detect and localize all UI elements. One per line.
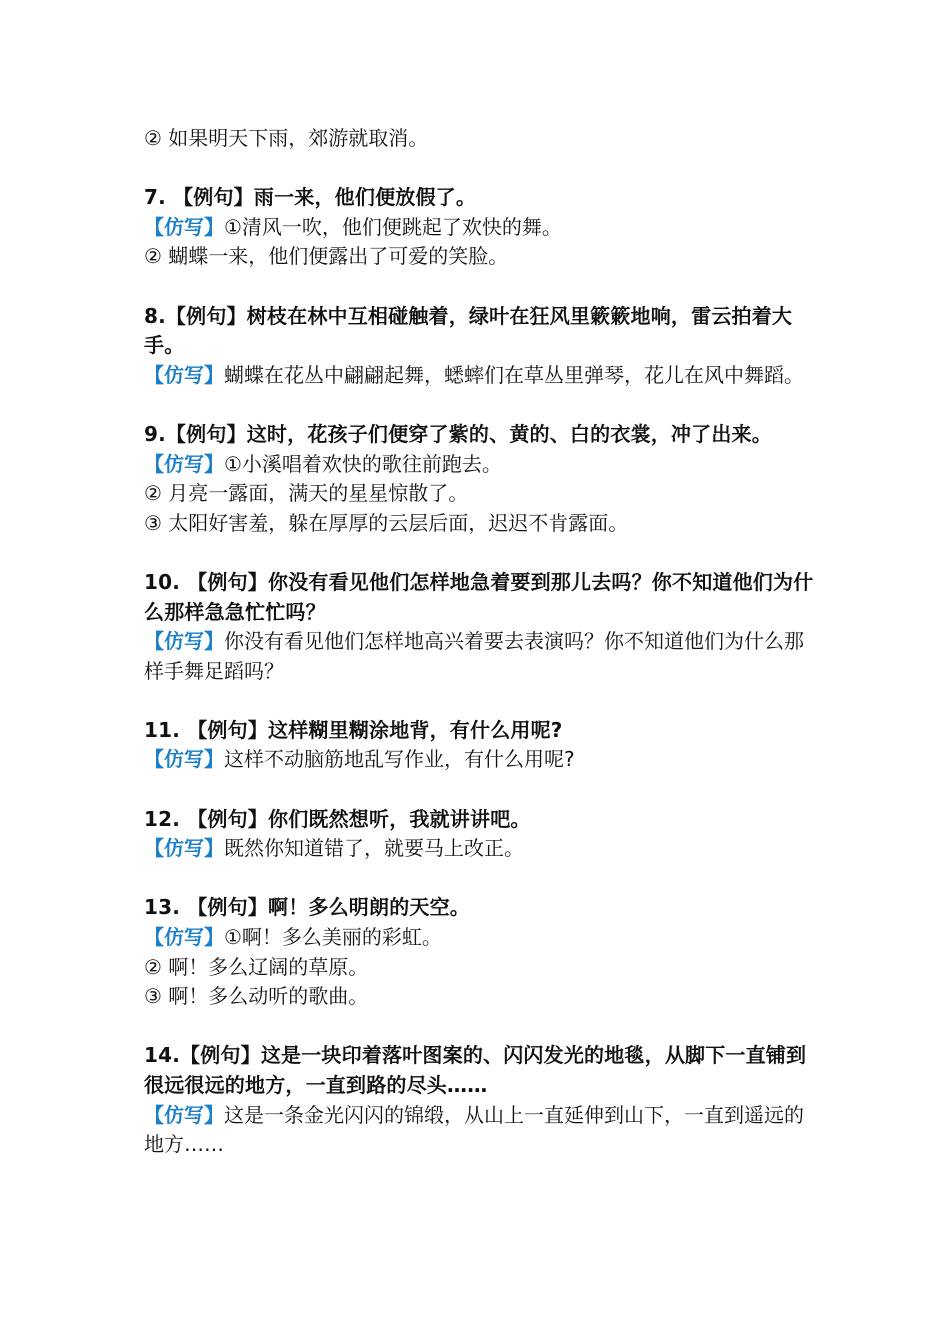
block-6-continued	[144, 124, 814, 154]
block-14	[144, 1041, 814, 1159]
imitation-text: ③ 太阳好害羞，躲在厚厚的云层后面，迟迟不肯露面。	[144, 510, 629, 535]
block-9	[144, 420, 814, 538]
block-12	[144, 805, 814, 864]
example-sentence: 14.【例句】这是一块印着落叶图案的、闪闪发光的地毯，从脚下一直铺到很远很远的地方，一直到路的尽头……	[144, 1043, 807, 1097]
imitation-line	[144, 450, 814, 480]
imitation-text: ①啊！多么美丽的彩虹。	[224, 925, 442, 950]
imitation-tag: 【仿写】	[144, 836, 224, 861]
document-page	[144, 124, 814, 1160]
block-7	[144, 183, 814, 272]
imitation-line	[144, 124, 814, 154]
imitation-line	[144, 1101, 814, 1160]
imitation-tag: 【仿写】	[144, 362, 224, 387]
imitation-text: ② 啊！多么辽阔的草原。	[144, 954, 369, 979]
imitation-text: ② 蝴蝶一来，他们便露出了可爱的笑脸。	[144, 244, 509, 269]
imitation-text: ② 月亮一露面，满天的星星惊散了。	[144, 481, 469, 506]
example-sentence: 13. 【例句】啊！多么明朗的天空。	[144, 895, 470, 920]
block-13	[144, 893, 814, 1011]
imitation-text: 蝴蝶在花丛中翩翩起舞，蟋蟀们在草丛里弹琴，花儿在风中舞蹈。	[224, 362, 804, 387]
imitation-text: ③ 啊！多么动听的歌曲。	[144, 984, 369, 1009]
example-sentence: 9.【例句】这时，花孩子们便穿了紫的、黄的、白的衣裳，冲了出来。	[144, 421, 772, 446]
example-sentence: 11. 【例句】这样糊里糊涂地背，有什么用呢?	[144, 717, 563, 742]
imitation-text: 既然你知道错了，就要马上改正。	[224, 836, 524, 861]
imitation-line	[144, 509, 814, 539]
imitation-text: ①小溪唱着欢快的歌往前跑去。	[224, 451, 502, 476]
example-sentence: 7. 【例句】雨一来，他们便放假了。	[144, 185, 477, 210]
imitation-tag: 【仿写】	[144, 747, 224, 772]
imitation-text: ①清风一吹，他们便跳起了欢快的舞。	[224, 214, 562, 239]
imitation-line	[144, 242, 814, 272]
imitation-line	[144, 213, 814, 243]
imitation-text: 这是一条金光闪闪的锦缎，从山上一直延伸到山下，一直到遥远的地方……	[144, 1102, 804, 1157]
imitation-tag: 【仿写】	[144, 214, 224, 239]
imitation-line	[144, 953, 814, 983]
imitation-text: ② 如果明天下雨，郊游就取消。	[144, 126, 429, 150]
example-sentence: 10. 【例句】你没有看见他们怎样地急着要到那儿去吗？你不知道他们为什么那样急急忙忙吗？	[144, 569, 814, 624]
imitation-tag: 【仿写】	[144, 451, 224, 476]
imitation-line	[144, 834, 814, 864]
imitation-line	[144, 923, 814, 953]
imitation-text: 你没有看见他们怎样地高兴着要去表演吗？你不知道他们为什么那样手舞足蹈吗？	[144, 629, 804, 683]
imitation-line	[144, 982, 814, 1012]
imitation-line	[144, 479, 814, 509]
imitation-line	[144, 627, 814, 686]
block-10	[144, 568, 814, 686]
imitation-tag: 【仿写】	[144, 1102, 224, 1127]
imitation-text: 这样不动脑筋地乱写作业，有什么用呢?	[224, 747, 575, 772]
example-sentence: 12. 【例句】你们既然想听，我就讲讲吧。	[144, 806, 531, 831]
imitation-line	[144, 745, 814, 775]
block-8	[144, 302, 814, 391]
block-11	[144, 716, 814, 775]
imitation-tag: 【仿写】	[144, 629, 224, 654]
example-sentence: 8.【例句】树枝在林中互相碰触着，绿叶在狂风里簌簌地响，雷云拍着大手。	[144, 303, 793, 358]
imitation-line	[144, 361, 814, 391]
imitation-tag: 【仿写】	[144, 925, 224, 950]
